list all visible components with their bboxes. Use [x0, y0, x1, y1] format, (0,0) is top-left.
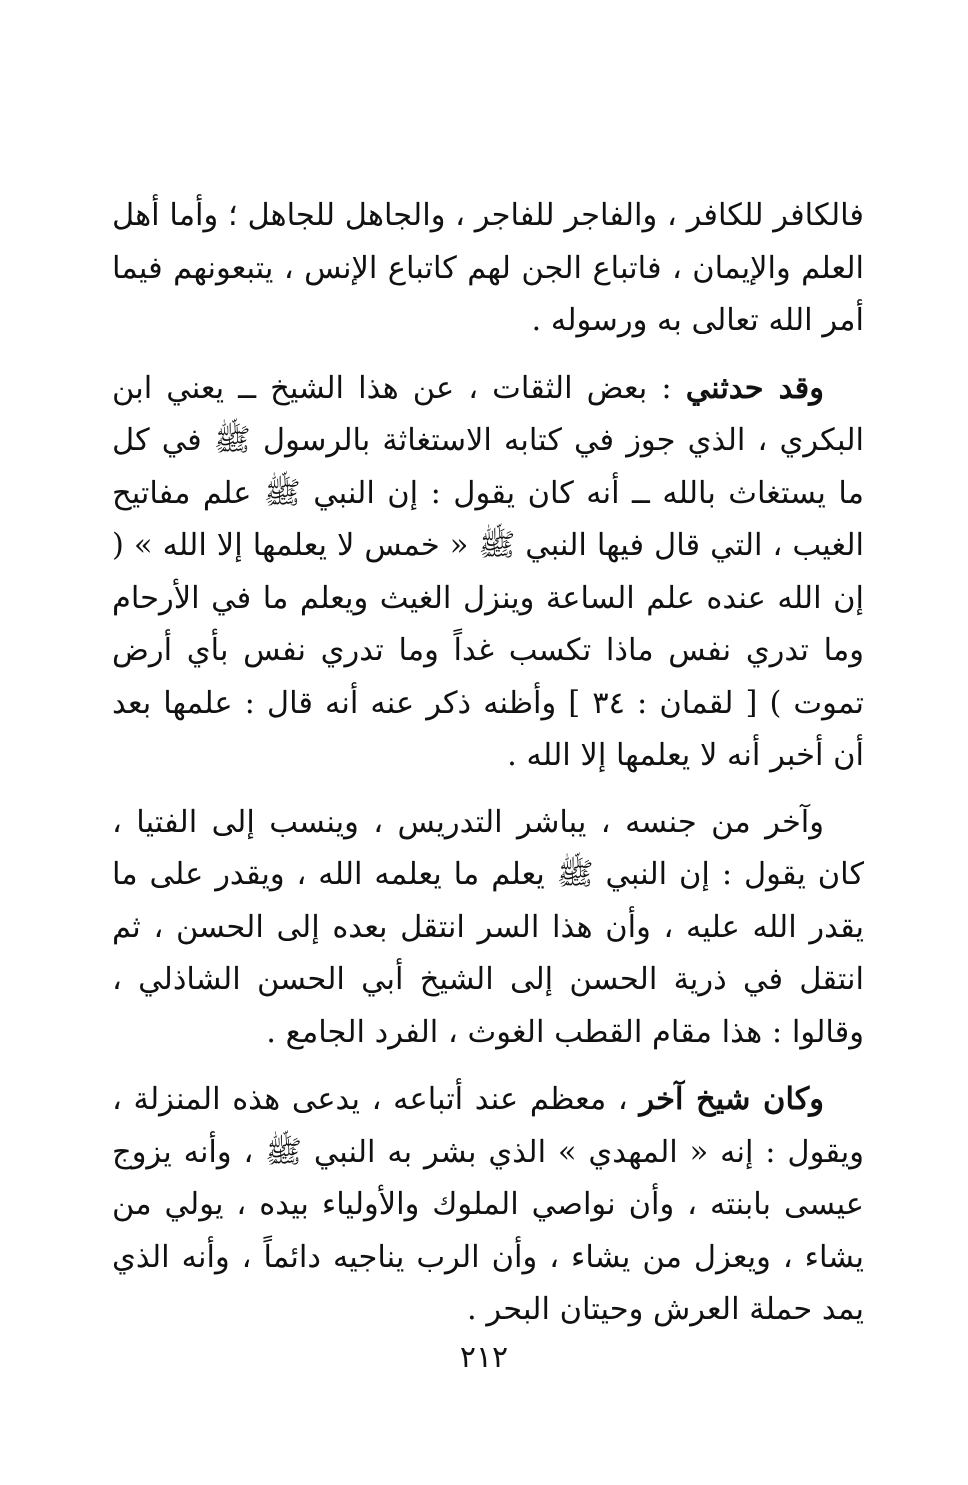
paragraph-1-text: فالكافر للكافر ، والفاجر للفاجر ، والجاهل للجاهل ؛ وأما أهل العلم والإيمان ، فاتباع الجن لهم كاتباع الإنس ، يتبعونهم فيما أمر الله تعالى به ورسوله .: [112, 198, 864, 338]
paragraph-3-text: وآخر من جنسه ، يباشر التدريس ، وينسب إلى الفتيا ، كان يقول : إن النبي ﷺ يعلم ما يعلمه الله ، ويقدر على ما يقدر الله عليه ، وأن هذا السر انتقل بعده إلى الحسن ، ثم انتقل في ذرية الحسن إلى الشيخ أبي الحسن الشاذلي ، وقالوا : هذا مقام القطب الغوث ، الفرد الجامع .: [112, 804, 864, 1050]
paragraph-4-text: ، معظم عند أتباعه ، يدعى هذه المنزلة ، ويقول : إنه « المهدي » الذي بشر به النبي ﷺ ، وأنه يزوج عيسى بابنته ، وأن نواصي الملوك والأولياء بيده ، يولي من يشاء ، ويعزل من يشاء ، وأن الرب يناجيه دائماً ، وأنه الذي يمد حملة العرش وحيتان البحر .: [112, 1082, 864, 1327]
page-number: ٢١٢: [459, 1340, 509, 1375]
paragraph-3: [112, 797, 864, 1060]
paragraph-4: [112, 1073, 864, 1337]
paragraph-2-lead: وقد حدثني: [685, 369, 824, 406]
paragraph-2: [112, 362, 864, 783]
body-text: [112, 190, 864, 1337]
paragraph-4-lead: وكان شيخ آخر: [639, 1081, 824, 1117]
paragraph-1: [112, 190, 864, 348]
paragraph-2-text: : بعض الثقات ، عن هذا الشيخ ــ يعني ابن البكري ، الذي جوز في كتابه الاستغاثة بالرسول ﷺ في كل ما يستغاث بالله ــ أنه كان يقول : إن النبي ﷺ علم مفاتيح الغيب ، التي قال فيها النبي ﷺ « خمس لا يعلمها إلا الله » ( إن الله عنده علم الساعة وينزل الغيث ويعلم ما في الأرحام وما تدري نفس ماذا تكسب غداً وما تدري نفس بأي أرض تموت ) [ لقمان : ٣٤ ] وأظنه ذكر عنه أنه قال : علمها بعد أن أخبر أنه لا يعلمها إلا الله .: [112, 370, 864, 773]
